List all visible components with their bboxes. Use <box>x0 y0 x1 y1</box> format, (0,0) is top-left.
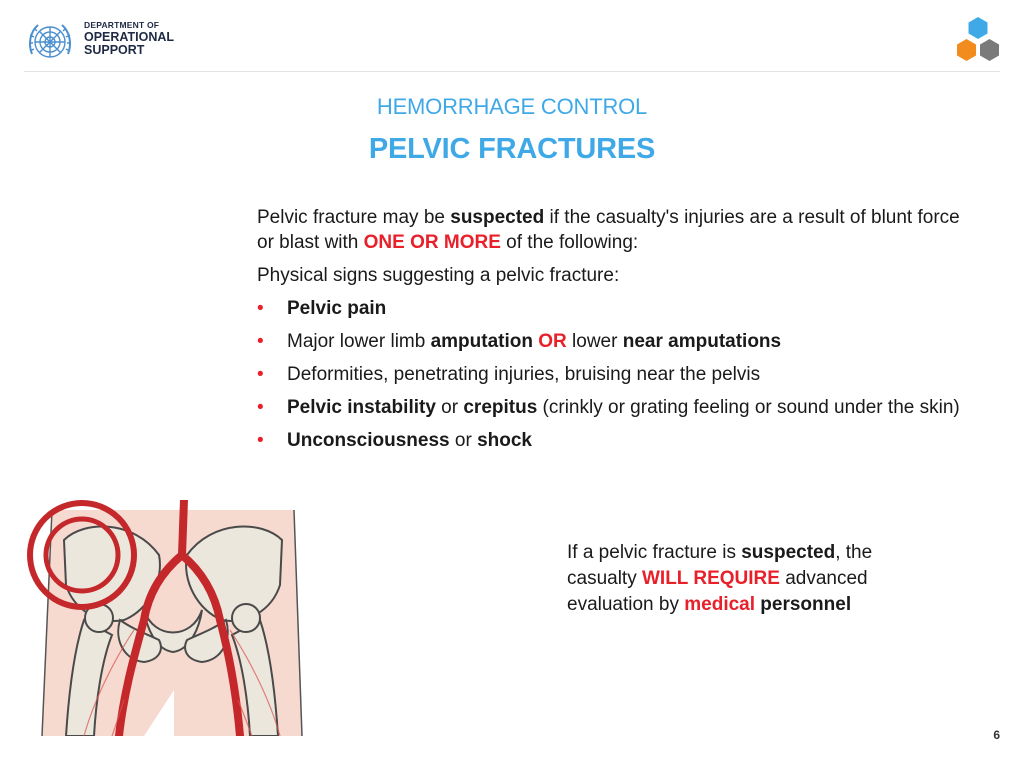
dept-line-2: OPERATIONAL <box>84 30 175 44</box>
text-run-emphasis: OR <box>538 331 567 352</box>
list-item <box>257 395 977 420</box>
dept-line-1: DEPARTMENT OF <box>84 20 160 30</box>
slide-title: PELVIC FRACTURES <box>368 133 656 165</box>
text-run: (crinkly or grating feeling or sound under the skin) <box>537 397 960 418</box>
text-run-bold: Pelvic pain <box>287 298 387 319</box>
text-run-bold: suspected <box>741 542 836 563</box>
slide-body <box>257 205 977 461</box>
page-number: 6 <box>993 728 1000 742</box>
text-run: lower <box>566 331 623 352</box>
list-item <box>257 428 977 453</box>
text-run-bold: personnel <box>760 594 852 615</box>
text-run: , the casualty <box>567 542 873 589</box>
bullet-marker: • <box>257 397 264 418</box>
hexagon-cluster-icon <box>950 16 1006 66</box>
bullet-marker: • <box>257 364 264 385</box>
dept-line-3: SUPPORT <box>84 43 145 57</box>
text-run: of the following: <box>500 232 639 253</box>
evaluation-note <box>567 540 947 618</box>
bullet-marker: • <box>257 430 264 451</box>
text-run: if the casualty's injuries are a result of blunt force or blast with <box>257 207 960 253</box>
text-run-bold: shock <box>477 430 532 451</box>
text-run: or <box>435 397 464 418</box>
pelvis-anatomy-illustration <box>24 500 320 736</box>
intro-paragraph <box>257 205 977 255</box>
text-run: advanced evaluation by <box>567 568 868 615</box>
department-name <box>84 20 174 57</box>
un-emblem-icon <box>24 18 76 66</box>
signs-list <box>257 296 977 453</box>
text-run: If a pelvic fracture is <box>567 542 742 563</box>
signs-heading: Physical signs suggesting a pelvic fracture: <box>257 265 620 286</box>
list-item <box>257 329 977 354</box>
text-run: Pelvic fracture may be <box>257 207 451 228</box>
bullet-marker: • <box>257 298 264 319</box>
list-item <box>257 296 977 321</box>
header-divider <box>24 71 1000 72</box>
text-run-emphasis: ONE OR MORE <box>363 232 501 253</box>
text-run-emphasis: medical <box>684 594 756 615</box>
list-item <box>257 362 977 387</box>
text-run-bold: near amputations <box>622 331 782 352</box>
text-run-bold: Unconsciousness <box>287 430 450 451</box>
text-run-bold: crepitus <box>463 397 538 418</box>
text-run-bold: Pelvic instability <box>287 397 436 418</box>
text-run-bold: suspected <box>450 207 545 228</box>
text-run: Deformities, penetrating injuries, bruising near the pelvis <box>287 364 761 385</box>
slide-header <box>0 0 1024 72</box>
bullet-marker: • <box>257 331 264 352</box>
text-run-bold: amputation <box>430 331 533 352</box>
slide-subtitle: HEMORRHAGE CONTROL <box>376 94 648 119</box>
text-run-emphasis: WILL REQUIRE <box>641 568 780 589</box>
text-run: Major lower limb <box>287 331 431 352</box>
text-run: or <box>449 430 478 451</box>
